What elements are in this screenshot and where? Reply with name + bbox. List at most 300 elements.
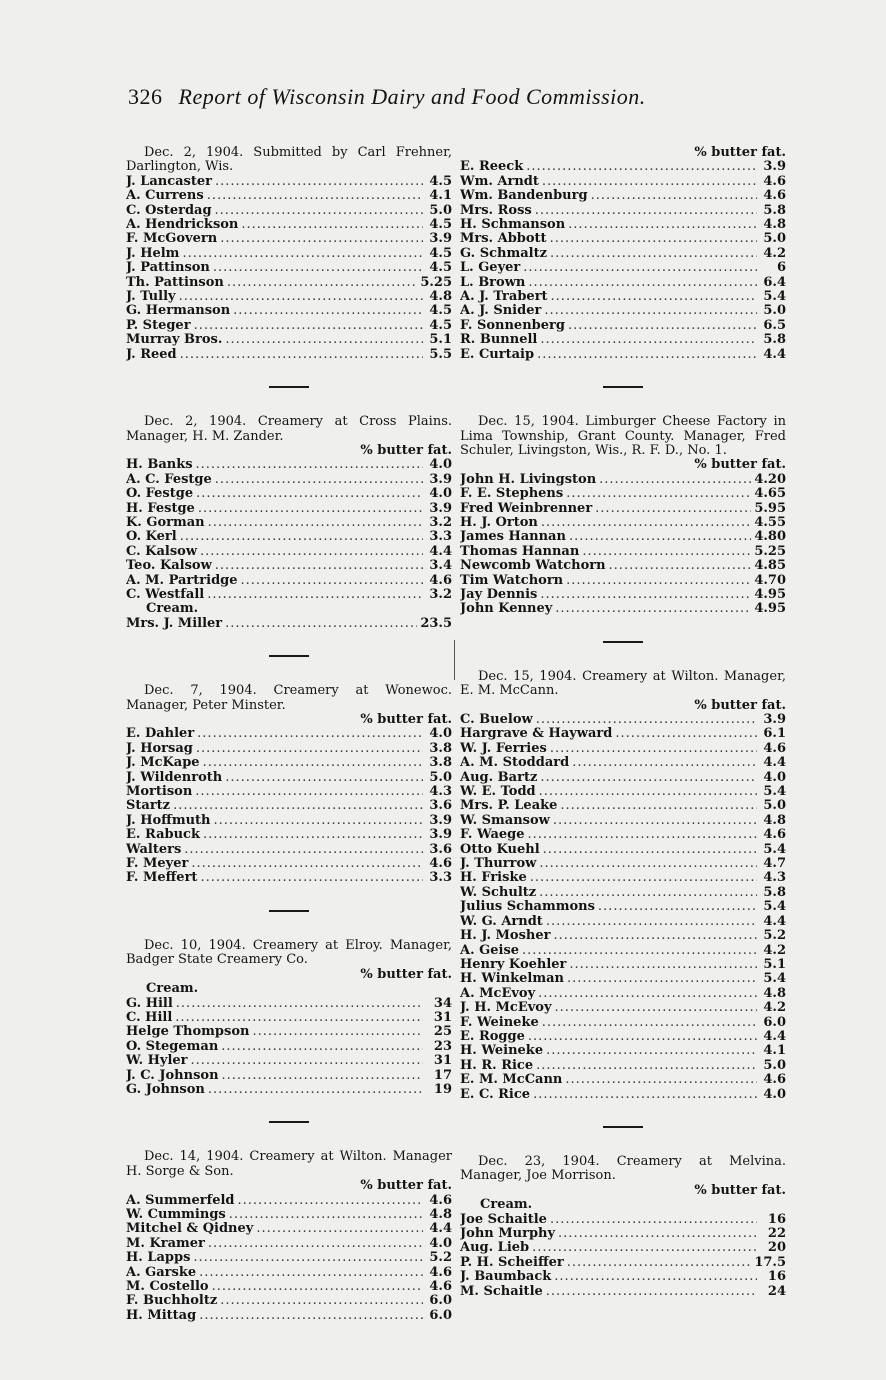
table-row bbox=[460, 958, 786, 972]
butter-fat-value: 5.1 bbox=[429, 333, 452, 348]
patron-name: W. Cummings bbox=[126, 1207, 226, 1222]
butter-fat-value: 5.0 bbox=[763, 799, 786, 814]
dot-leader bbox=[213, 814, 423, 828]
patron-name: H. Weineke bbox=[460, 1044, 544, 1059]
butter-fat-value: 23 bbox=[433, 1039, 452, 1054]
patron-name: G. Hill bbox=[126, 996, 173, 1011]
table-row bbox=[126, 189, 452, 203]
butter-fat-value: 31 bbox=[433, 1054, 452, 1069]
section-divider bbox=[603, 1126, 643, 1128]
table-row bbox=[126, 843, 452, 857]
table-row bbox=[460, 1088, 786, 1102]
dot-leader bbox=[568, 218, 757, 232]
table-row bbox=[126, 1194, 452, 1208]
section-divider bbox=[603, 386, 643, 388]
patron-name: P. H. Scheiffer bbox=[460, 1255, 564, 1270]
butter-fat-value: 3.3 bbox=[429, 530, 452, 545]
butter-fat-value: 4.0 bbox=[763, 770, 786, 785]
dot-leader bbox=[182, 247, 423, 261]
dot-leader bbox=[535, 204, 757, 218]
butter-fat-value: 3.9 bbox=[429, 813, 452, 828]
table-row bbox=[460, 502, 786, 516]
patron-name: J. C. Johnson bbox=[126, 1068, 219, 1083]
butter-fat-value: 4.2 bbox=[763, 246, 786, 261]
table-row bbox=[126, 727, 452, 741]
butter-fat-value: 24 bbox=[767, 1284, 786, 1299]
dot-leader bbox=[238, 1194, 423, 1208]
table-row bbox=[460, 175, 786, 189]
butter-fat-value: 3.9 bbox=[763, 160, 786, 175]
butter-fat-value: 3.4 bbox=[429, 559, 452, 574]
page-header bbox=[128, 84, 768, 110]
table-row bbox=[126, 1083, 452, 1097]
patron-name: A. C. Festge bbox=[126, 472, 212, 487]
butter-fat-value: 3.6 bbox=[429, 799, 452, 814]
patron-name: F. Weineke bbox=[460, 1015, 539, 1030]
table-row bbox=[460, 588, 786, 602]
butter-fat-value: 4.1 bbox=[763, 1044, 786, 1059]
dot-leader bbox=[215, 473, 423, 487]
table-row bbox=[126, 1011, 452, 1025]
table-row bbox=[126, 871, 452, 885]
dot-leader bbox=[530, 871, 757, 885]
butter-fat-value: 4.5 bbox=[429, 304, 452, 319]
dot-leader bbox=[195, 785, 423, 799]
patron-name: A. J. Trabert bbox=[460, 290, 548, 305]
dot-leader bbox=[539, 886, 757, 900]
butter-fat-value: 5.2 bbox=[429, 1251, 452, 1266]
table-row bbox=[460, 972, 786, 986]
dot-leader bbox=[227, 276, 417, 290]
dot-leader bbox=[233, 304, 423, 318]
butter-fat-value: 3.9 bbox=[429, 232, 452, 247]
section-heading: Dec. 10, 1904. Creamery at Elroy. Manager, Badger State Creamery Co. bbox=[126, 937, 452, 968]
table-row bbox=[460, 915, 786, 929]
section-divider bbox=[603, 641, 643, 643]
patron-name: W. Smansow bbox=[460, 813, 550, 828]
table-row bbox=[460, 602, 786, 616]
column-header: % butter fat. bbox=[360, 1178, 452, 1194]
dot-leader bbox=[553, 814, 757, 828]
dot-leader bbox=[180, 530, 423, 544]
table-row bbox=[460, 843, 786, 857]
patron-name: Julius Schammons bbox=[460, 900, 595, 915]
patron-name: Joe Schaitle bbox=[460, 1212, 547, 1227]
dot-leader bbox=[241, 574, 423, 588]
dot-leader bbox=[176, 997, 423, 1011]
patron-name: John Murphy bbox=[460, 1227, 556, 1241]
butter-fat-value: 5.25 bbox=[420, 275, 452, 290]
butter-fat-value: 4.8 bbox=[763, 813, 786, 828]
dot-leader bbox=[532, 1241, 757, 1255]
butter-fat-value: 3.9 bbox=[429, 472, 452, 487]
dot-leader bbox=[567, 972, 757, 986]
table-row bbox=[460, 1073, 786, 1087]
butter-fat-value: 4.6 bbox=[763, 174, 786, 189]
dot-leader bbox=[215, 175, 423, 189]
butter-fat-value: 6.4 bbox=[763, 275, 786, 290]
patron-name: E. Rabuck bbox=[126, 828, 200, 843]
dot-leader bbox=[582, 545, 751, 559]
dot-leader bbox=[208, 1083, 423, 1097]
dot-leader bbox=[221, 1040, 423, 1054]
dot-leader bbox=[533, 1088, 757, 1102]
section-heading: Dec. 7, 1904. Creamery at Wonewoc. Manager, Peter Minster. bbox=[126, 683, 452, 713]
table-row bbox=[460, 487, 786, 501]
table-row bbox=[460, 189, 786, 203]
patron-name: Mortison bbox=[126, 785, 193, 800]
butter-fat-value: 4.5 bbox=[429, 246, 452, 261]
butter-fat-value: 5.4 bbox=[763, 842, 786, 857]
dot-leader bbox=[220, 1294, 423, 1308]
butter-fat-value: 4.0 bbox=[429, 487, 452, 502]
table-row bbox=[460, 814, 786, 828]
data-rows bbox=[460, 473, 786, 617]
butter-fat-value: 4.4 bbox=[763, 914, 786, 929]
right-column bbox=[460, 146, 786, 1299]
section-cross-plains bbox=[126, 415, 452, 631]
cream-label: Cream. bbox=[146, 981, 199, 997]
patron-name: Teo. Kalsow bbox=[126, 559, 212, 574]
butter-fat-value: 4.85 bbox=[754, 559, 786, 574]
table-row bbox=[460, 871, 786, 885]
column-divider bbox=[454, 640, 455, 680]
patron-name: A. M. Stoddard bbox=[460, 756, 570, 771]
table-row bbox=[126, 247, 452, 261]
butter-fat-value: 3.3 bbox=[429, 871, 452, 886]
patron-name: J. Baumback bbox=[460, 1270, 552, 1285]
patron-name: P. Steger bbox=[126, 318, 191, 333]
butter-fat-value: 3.2 bbox=[429, 587, 452, 602]
butter-fat-value: 4.3 bbox=[763, 871, 786, 886]
table-row bbox=[460, 886, 786, 900]
patron-name: H. R. Rice bbox=[460, 1058, 534, 1073]
table-row bbox=[126, 1040, 452, 1054]
butter-fat-value: 4.65 bbox=[754, 487, 786, 502]
butter-fat-value: 4.4 bbox=[763, 756, 786, 771]
data-rows bbox=[126, 997, 452, 1098]
dot-leader bbox=[544, 304, 757, 318]
data-rows bbox=[460, 713, 786, 1102]
butter-fat-value: 4.0 bbox=[429, 458, 452, 473]
dot-leader bbox=[554, 1270, 757, 1284]
dot-leader bbox=[199, 1309, 423, 1323]
dot-leader bbox=[546, 915, 757, 929]
patron-name: J. Thurrow bbox=[460, 857, 537, 872]
butter-fat-value: 4.95 bbox=[754, 602, 786, 617]
patron-name: Mrs. Ross bbox=[460, 203, 532, 218]
table-row bbox=[460, 473, 786, 487]
patron-name: H. Mittag bbox=[126, 1308, 197, 1323]
patron-name: J. Pattinson bbox=[126, 261, 210, 276]
table-row bbox=[126, 232, 452, 246]
dot-leader bbox=[225, 333, 423, 347]
table-row bbox=[460, 261, 786, 275]
dot-leader bbox=[208, 1237, 423, 1251]
patron-name: Thomas Hannan bbox=[460, 544, 580, 559]
table-row bbox=[126, 487, 452, 501]
table-row bbox=[460, 944, 786, 958]
table-row bbox=[126, 997, 452, 1011]
dot-leader bbox=[207, 189, 423, 203]
dot-leader bbox=[536, 1059, 757, 1073]
dot-leader bbox=[197, 727, 423, 741]
table-row bbox=[460, 1016, 786, 1030]
butter-fat-value: 5.4 bbox=[763, 290, 786, 305]
table-row bbox=[460, 1256, 786, 1270]
butter-fat-value: 17.5 bbox=[754, 1255, 786, 1270]
dot-leader bbox=[196, 458, 423, 472]
table-row bbox=[126, 1237, 452, 1251]
patron-name: G. Johnson bbox=[126, 1082, 205, 1097]
table-row bbox=[460, 304, 786, 318]
butter-fat-value: 6.0 bbox=[429, 1294, 452, 1309]
patron-name: J. Hoffmuth bbox=[126, 813, 211, 828]
table-row bbox=[460, 987, 786, 1001]
dot-leader bbox=[566, 574, 751, 588]
section-heading: Dec. 2, 1904. Submitted by Carl Frehner, Darlington, Wis. bbox=[126, 145, 452, 175]
patron-name: James Hannan bbox=[460, 530, 566, 545]
patron-name: W. Schultz bbox=[460, 885, 537, 900]
section-heading: Dec. 15, 1904. Creamery at Wilton. Manager, E. M. McCann. bbox=[460, 668, 786, 699]
butter-fat-value: 4.4 bbox=[763, 1029, 786, 1044]
table-row bbox=[460, 1227, 786, 1241]
patron-name: H. Lapps bbox=[126, 1251, 191, 1266]
table-row bbox=[460, 276, 786, 290]
dot-leader bbox=[566, 487, 751, 501]
table-row bbox=[460, 247, 786, 261]
dot-leader bbox=[225, 771, 423, 785]
patron-name: F. McGovern bbox=[126, 232, 218, 247]
table-row bbox=[460, 290, 786, 304]
patron-name: Aug. Lieb bbox=[460, 1241, 530, 1256]
butter-fat-value: 3.6 bbox=[429, 842, 452, 857]
section-divider bbox=[269, 386, 309, 388]
dot-leader bbox=[220, 232, 423, 246]
table-row bbox=[460, 828, 786, 842]
table-row bbox=[460, 348, 786, 362]
patron-name: H. J. Mosher bbox=[460, 929, 551, 944]
table-row bbox=[126, 348, 452, 362]
butter-fat-value: 4.55 bbox=[754, 515, 786, 530]
butter-fat-value: 4.0 bbox=[763, 1087, 786, 1102]
section-divider bbox=[269, 910, 309, 912]
table-row bbox=[460, 574, 786, 588]
dot-leader bbox=[191, 1054, 423, 1068]
patron-name: E. Dahler bbox=[126, 727, 195, 742]
dot-leader bbox=[569, 958, 757, 972]
butter-fat-value: 4.5 bbox=[429, 318, 452, 333]
patron-name: E. Rogge bbox=[460, 1029, 525, 1044]
patron-name: John H. Livingston bbox=[460, 472, 597, 487]
data-rows bbox=[126, 617, 452, 631]
butter-fat-value: 5.0 bbox=[763, 304, 786, 319]
dot-leader bbox=[540, 588, 751, 602]
butter-fat-value: 31 bbox=[433, 1010, 452, 1025]
butter-fat-value: 4.6 bbox=[763, 741, 786, 756]
patron-name: E. Curtaip bbox=[460, 347, 535, 362]
patron-name: M. Kramer bbox=[126, 1236, 205, 1251]
section-continued bbox=[460, 146, 786, 362]
patron-name: Mrs. Abbott bbox=[460, 232, 547, 247]
section-heading: Dec. 2, 1904. Creamery at Cross Plains. Manager, H. M. Zander. bbox=[126, 414, 452, 444]
table-row bbox=[126, 333, 452, 347]
table-row bbox=[126, 458, 452, 472]
dot-leader bbox=[203, 756, 423, 770]
dot-leader bbox=[252, 1025, 423, 1039]
dot-leader bbox=[179, 290, 423, 304]
dot-leader bbox=[550, 742, 757, 756]
section-wilton-mccann bbox=[460, 670, 786, 1102]
patron-name: Fred Weinbrenner bbox=[460, 501, 593, 516]
dot-leader bbox=[539, 857, 757, 871]
patron-name: Jay Dennis bbox=[460, 587, 538, 602]
section-divider bbox=[269, 655, 309, 657]
dot-leader bbox=[198, 502, 423, 516]
butter-fat-value: 34 bbox=[433, 996, 452, 1011]
butter-fat-value: 6.0 bbox=[763, 1015, 786, 1030]
data-rows bbox=[460, 1213, 786, 1299]
section-elroy bbox=[126, 939, 452, 1097]
patron-name: J. McKape bbox=[126, 756, 200, 771]
patron-name: A. Geise bbox=[460, 943, 520, 958]
patron-name: Startz bbox=[126, 799, 171, 814]
table-row bbox=[126, 218, 452, 232]
dot-leader bbox=[222, 1069, 423, 1083]
dot-leader bbox=[595, 502, 751, 516]
patron-name: C. Westfall bbox=[126, 587, 205, 602]
column-header: % butter fat. bbox=[360, 712, 452, 727]
table-row bbox=[460, 857, 786, 871]
butter-fat-value: 5.0 bbox=[763, 1058, 786, 1073]
dot-leader bbox=[538, 987, 757, 1001]
patron-name: K. Gorman bbox=[126, 515, 205, 530]
butter-fat-value: 4.2 bbox=[763, 1001, 786, 1016]
table-row bbox=[460, 319, 786, 333]
butter-fat-value: 5.1 bbox=[763, 957, 786, 972]
dot-leader bbox=[550, 1213, 757, 1227]
patron-name: C. Hill bbox=[126, 1010, 173, 1025]
butter-fat-value: 4.6 bbox=[429, 1193, 452, 1208]
patron-name: J. Reed bbox=[126, 347, 177, 362]
dot-leader bbox=[180, 348, 423, 362]
dot-leader bbox=[558, 1227, 757, 1241]
dot-leader bbox=[551, 290, 757, 304]
patron-name: C. Kalsow bbox=[126, 544, 198, 559]
butter-fat-value: 3.8 bbox=[429, 756, 452, 771]
dot-leader bbox=[196, 742, 423, 756]
dot-leader bbox=[540, 333, 757, 347]
dot-leader bbox=[526, 160, 757, 174]
patron-name: Th. Pattinson bbox=[126, 275, 224, 290]
butter-fat-value: 4.6 bbox=[429, 857, 452, 872]
table-row bbox=[460, 1030, 786, 1044]
patron-name: F. E. Stephens bbox=[460, 487, 564, 502]
dot-leader bbox=[196, 487, 423, 501]
patron-name: Otto Kuehl bbox=[460, 842, 540, 857]
patron-name: F. Sonnenberg bbox=[460, 318, 565, 333]
butter-fat-value: 4.8 bbox=[429, 290, 452, 305]
table-row bbox=[126, 304, 452, 318]
dot-leader bbox=[541, 516, 751, 530]
butter-fat-value: 20 bbox=[767, 1241, 786, 1256]
patron-name: C. Buelow bbox=[460, 713, 533, 727]
butter-fat-value: 4.2 bbox=[763, 943, 786, 958]
dot-leader bbox=[200, 871, 423, 885]
table-row bbox=[460, 713, 786, 727]
table-row bbox=[126, 502, 452, 516]
dot-leader bbox=[200, 545, 423, 559]
table-row bbox=[460, 1285, 786, 1299]
patron-name: J. Horsag bbox=[126, 741, 193, 756]
butter-fat-value: 4.0 bbox=[429, 1236, 452, 1251]
table-row bbox=[126, 473, 452, 487]
dot-leader bbox=[615, 727, 757, 741]
patron-name: O. Stegeman bbox=[126, 1039, 219, 1054]
butter-fat-value: 4.8 bbox=[763, 218, 786, 233]
dot-leader bbox=[184, 843, 423, 857]
butter-fat-value: 5.5 bbox=[429, 347, 452, 362]
butter-fat-value: 5.8 bbox=[763, 885, 786, 900]
patron-name: Henry Koehler bbox=[460, 957, 567, 972]
dot-leader bbox=[546, 1044, 757, 1058]
butter-fat-value: 4.5 bbox=[429, 174, 452, 189]
patron-name: H. Friske bbox=[460, 871, 527, 886]
patron-name: F. Waege bbox=[460, 828, 525, 843]
butter-fat-value: 25 bbox=[433, 1025, 452, 1040]
dot-leader bbox=[191, 857, 423, 871]
butter-fat-value: 6.0 bbox=[429, 1308, 452, 1323]
dot-leader bbox=[229, 1208, 423, 1222]
data-rows bbox=[126, 175, 452, 362]
dot-leader bbox=[203, 828, 423, 842]
butter-fat-value: 6 bbox=[776, 261, 786, 276]
patron-name: Tim Watchorn bbox=[460, 573, 564, 588]
dot-leader bbox=[537, 348, 757, 362]
butter-fat-value: 16 bbox=[767, 1270, 786, 1285]
patron-name: O. Kerl bbox=[126, 530, 177, 545]
patron-name: Mrs. P. Leake bbox=[460, 799, 558, 814]
dot-leader bbox=[567, 1256, 752, 1270]
dot-leader bbox=[194, 319, 423, 333]
butter-fat-value: 4.80 bbox=[754, 530, 786, 545]
section-melvina bbox=[460, 1155, 786, 1299]
butter-fat-value: 4.6 bbox=[429, 1280, 452, 1294]
dot-leader bbox=[522, 944, 757, 958]
butter-fat-value: 5.0 bbox=[429, 770, 452, 785]
table-row bbox=[126, 516, 452, 530]
butter-fat-value: 4.70 bbox=[754, 573, 786, 588]
dot-leader bbox=[256, 1222, 423, 1236]
patron-name: F. Meyer bbox=[126, 857, 189, 872]
patron-name: E. Reeck bbox=[460, 160, 524, 175]
butter-fat-value: 4.5 bbox=[429, 218, 452, 233]
patron-name: H. Winkelman bbox=[460, 972, 564, 987]
patron-name: M. Schaitle bbox=[460, 1284, 543, 1299]
butter-fat-value: 4.20 bbox=[754, 472, 786, 487]
dot-leader bbox=[199, 1266, 423, 1280]
table-row bbox=[460, 771, 786, 785]
dot-leader bbox=[241, 218, 423, 232]
table-row bbox=[460, 333, 786, 347]
table-row bbox=[126, 1222, 452, 1236]
patron-name: Walters bbox=[126, 842, 182, 857]
dot-leader bbox=[225, 617, 417, 631]
butter-fat-value: 19 bbox=[433, 1082, 452, 1097]
table-row bbox=[126, 574, 452, 588]
table-row bbox=[126, 530, 452, 544]
patron-name: A. Hendrickson bbox=[126, 218, 239, 233]
